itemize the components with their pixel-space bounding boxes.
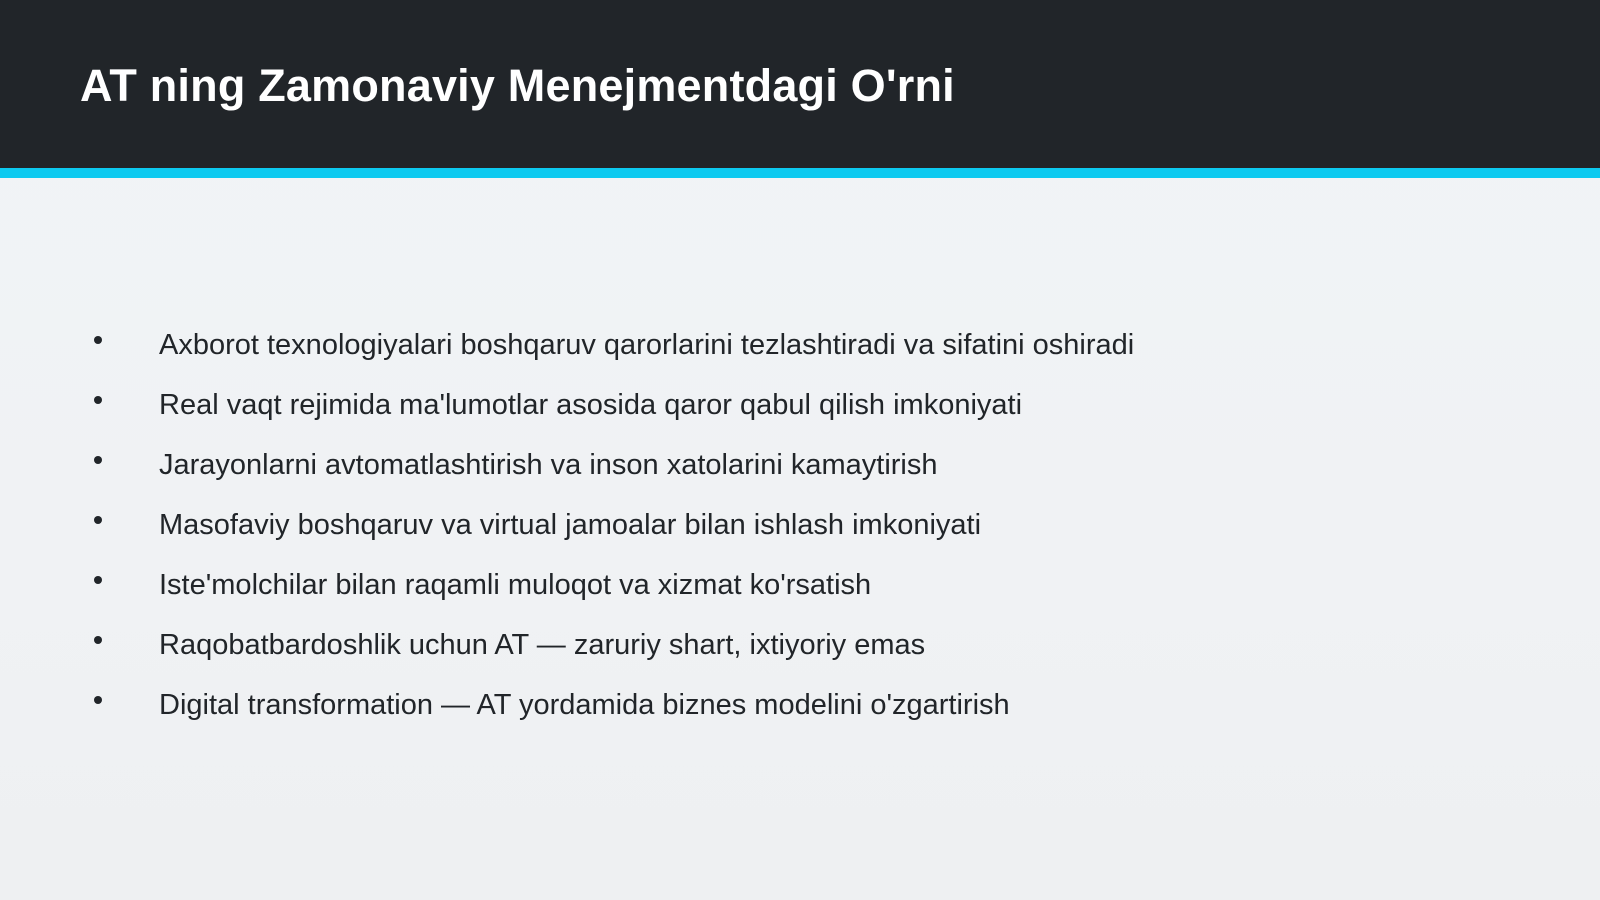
bullet-item [94,388,1134,448]
bullet-text: Masofaviy boshqaruv va virtual jamoalar bilan ishlash imkoniyati [159,509,982,541]
slide-header [0,0,1600,168]
bullet-text: Real vaqt rejimida ma'lumotlar asosida qaror qabul qilish imkoniyati [159,389,1023,421]
bullet-item [94,508,1134,568]
slide-title: AT ning Zamonaviy Menejmentdagi O'rni [80,60,955,111]
bullet-icon [94,396,102,404]
bullet-item [94,448,1134,508]
bullet-icon [94,516,102,524]
bullet-text: Raqobatbardoshlik uchun AT — zaruriy shart, ixtiyoriy emas [159,629,926,661]
accent-bar [0,168,1600,178]
bullet-text: Iste'molchilar bilan raqamli muloqot va xizmat ko'rsatish [159,569,872,601]
bullet-text: Axborot texnologiyalari boshqaruv qarorlarini tezlashtiradi va sifatini oshiradi [159,329,1135,361]
bullet-icon [94,336,102,344]
bullet-icon [94,636,102,644]
bullet-item [94,568,1134,628]
bullet-text: Digital transformation — AT yordamida biznes modelini o'zgartirish [159,689,1010,721]
bullet-text: Jarayonlarni avtomatlashtirish va inson xatolarini kamaytirish [159,449,938,481]
bullet-icon [94,696,102,704]
bullet-item [94,688,1134,748]
bullet-item [94,628,1134,688]
bullet-item [94,328,1134,388]
bullet-list [94,328,1134,748]
bullet-icon [94,456,102,464]
bullet-icon [94,576,102,584]
